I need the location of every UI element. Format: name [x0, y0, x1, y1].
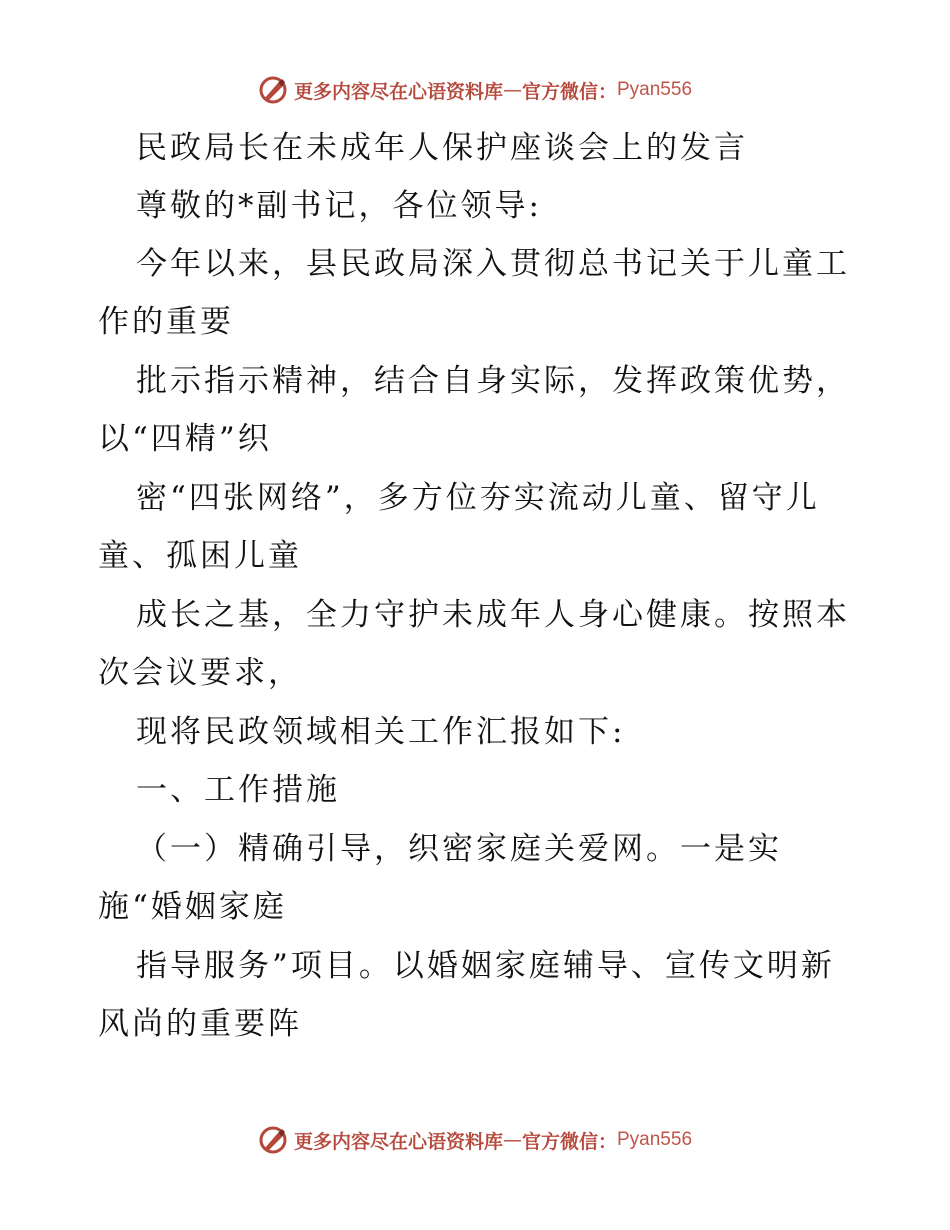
watermark-wechat-label: 官方微信： [521, 80, 617, 103]
salutation: 尊敬的*副书记，各位领导: [136, 188, 542, 224]
paragraph-line: 密“四张网络”，多方位夯实流动儿童、留守儿 [136, 480, 820, 516]
watermark-wechat-id: Pyan556 [617, 79, 693, 100]
pen-logo-icon [258, 1125, 288, 1155]
paragraph-line: 施“婚姻家庭 [98, 889, 287, 925]
paragraph-line: 现将民政领域相关工作汇报如下: [136, 714, 626, 750]
paragraph-line: 今年以来，县民政局深入贯彻总书记关于儿童工 [136, 246, 850, 282]
paragraph-line: 风尚的重要阵 [98, 1006, 302, 1042]
paragraph-line: 作的重要 [98, 304, 234, 340]
pen-logo-icon [258, 75, 288, 105]
paragraph-line: 成长之基，全力守护未成年人身心健康。按照本 [136, 597, 850, 633]
document-title: 民政局长在未成年人保护座谈会上的发言 [136, 130, 748, 166]
watermark-text: 更多内容尽在心语资料库 [293, 80, 503, 103]
paragraph-line: 指导服务”项目。以婚姻家庭辅导、宣传文明新 [136, 948, 835, 984]
paragraph-line: 次会议要求， [98, 655, 302, 691]
watermark-wechat-label: 官方微信： [521, 1130, 617, 1153]
watermark-separator: — [502, 79, 522, 101]
subsection-heading: （一）精确引导，织密家庭关爱网。一是实 [136, 831, 782, 867]
paragraph-line: 批示指示精神，结合自身实际，发挥政策优势， [136, 363, 850, 399]
paragraph-line: 童、孤困儿童 [98, 538, 302, 574]
watermark-separator: — [502, 1129, 522, 1151]
header-watermark [0, 70, 950, 110]
footer-watermark [0, 1120, 950, 1160]
paragraph-line: 以“四精”织 [98, 421, 272, 457]
section-heading: 一、工作措施 [136, 772, 340, 808]
watermark-wechat-id: Pyan556 [617, 1129, 693, 1150]
watermark-text: 更多内容尽在心语资料库 [293, 1130, 503, 1153]
